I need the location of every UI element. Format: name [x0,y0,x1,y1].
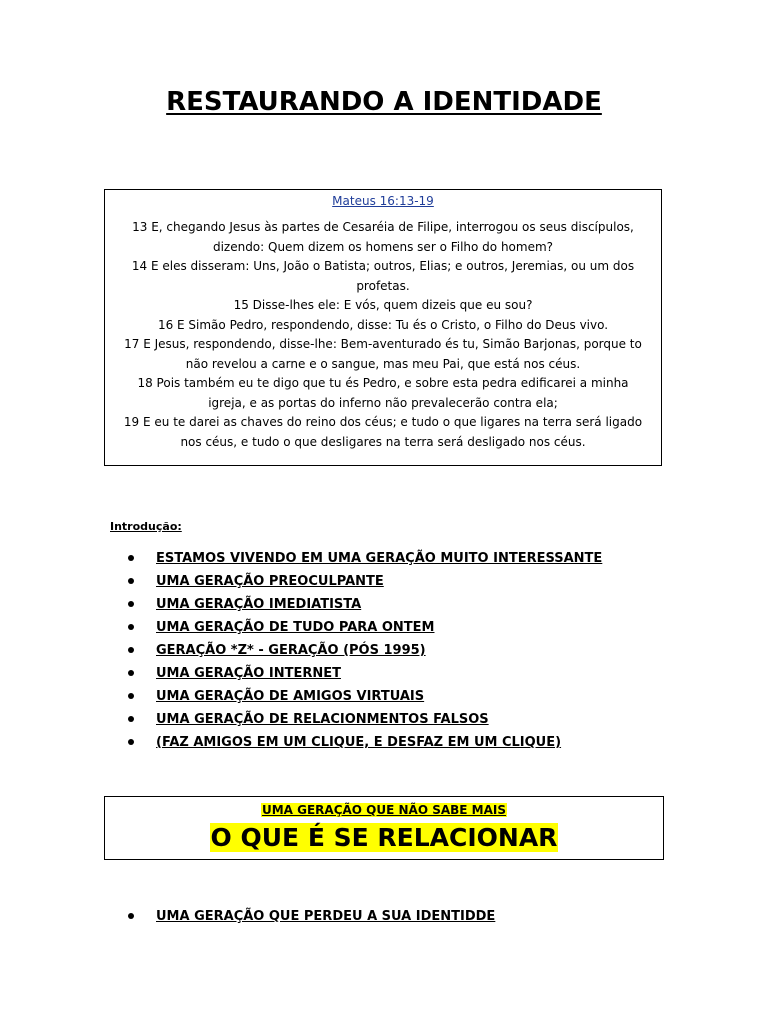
list-item-text: UMA GERAÇÃO DE AMIGOS VIRTUAIS [156,689,425,704]
intro-label: Introdução: [110,520,182,533]
bullet-dot-icon [128,624,134,630]
verse-line: dizendo: Quem dizem os homens ser o Filho do homem? [212,239,554,254]
verse-text [105,218,661,452]
verse-line: 14 E eles disseram: Uns, João o Batista; outros, Elias; e outros, Jeremias, ou um dos [131,259,635,273]
bullet-dot-icon [128,913,134,919]
verse-line: 19 E eu te darei as chaves do reino dos céus; e tudo o que ligares na terra será ligado [123,415,643,429]
callout-subtitle-text: UMA GERAÇÃO QUE NÃO SABE MAIS [261,803,506,817]
callout-subtitle [105,800,663,819]
verse-line: não revelou a carne e o sangue, mas meu Pai, que está nos céus. [185,356,581,371]
bullet-dot-icon [128,693,134,699]
list-item-text: UMA GERAÇÃO DE RELACIONMENTOS FALSOS [156,712,489,727]
callout-heading-text: O QUE É SE RELACIONAR [210,823,558,852]
bullet-dot-icon [128,555,134,561]
verse-line: 18 Pois também eu te digo que tu és Pedro, e sobre esta pedra edificarei a minha [137,376,629,390]
list-item-text: (FAZ AMIGOS EM UM CLIQUE, E DESFAZ EM UM CLIQUE) [156,735,562,750]
verse-line: nos céus, e tudo o que desligares na terra será desligado nos céus. [180,434,586,449]
list-item-text: UMA GERAÇÃO QUE PERDEU A SUA IDENTIDDE [156,909,496,924]
bullet-dot-icon [128,647,134,653]
page-title: RESTAURANDO A IDENTIDADE [166,87,602,117]
callout-box [104,796,664,860]
bullet-dot-icon [128,716,134,722]
list-item-text: UMA GERAÇÃO DE TUDO PARA ONTEM [156,620,435,635]
list-item-text: UMA GERAÇÃO INTERNET [156,666,341,681]
verse-line: 15 Disse-lhes ele: E vós, quem dizeis que eu sou? [233,298,533,312]
list-item-text: GERAÇÃO *Z* - GERAÇÃO (PÓS 1995) [156,643,426,658]
verse-line: 13 E, chegando Jesus às partes de Cesaréia de Filipe, interrogou os seus discípulos, [132,220,634,234]
verse-reference-link[interactable]: Mateus 16:13-19 [332,194,434,208]
bullet-dot-icon [128,739,134,745]
list-item-text: ESTAMOS VIVENDO EM UMA GERAÇÃO MUITO INTERESSANTE [156,551,603,566]
verse-line: 17 E Jesus, respondendo, disse-lhe: Bem-aventurado és tu, Simão Barjonas, porque to [124,337,642,351]
verse-box [104,189,662,466]
verse-line: igreja, e as portas do inferno não prevalecerão contra ela; [208,395,558,410]
list-item-text: UMA GERAÇÃO IMEDIATISTA [156,597,362,612]
list-item-text: UMA GERAÇÃO PREOCULPANTE [156,574,384,589]
verse-line: 16 E Simão Pedro, respondendo, disse: Tu és o Cristo, o Filho do Deus vivo. [157,317,609,332]
callout-heading [105,822,663,857]
bullet-dot-icon [128,601,134,607]
verse-line: profetas. [356,278,410,293]
bullet-dot-icon [128,578,134,584]
bullet-dot-icon [128,670,134,676]
